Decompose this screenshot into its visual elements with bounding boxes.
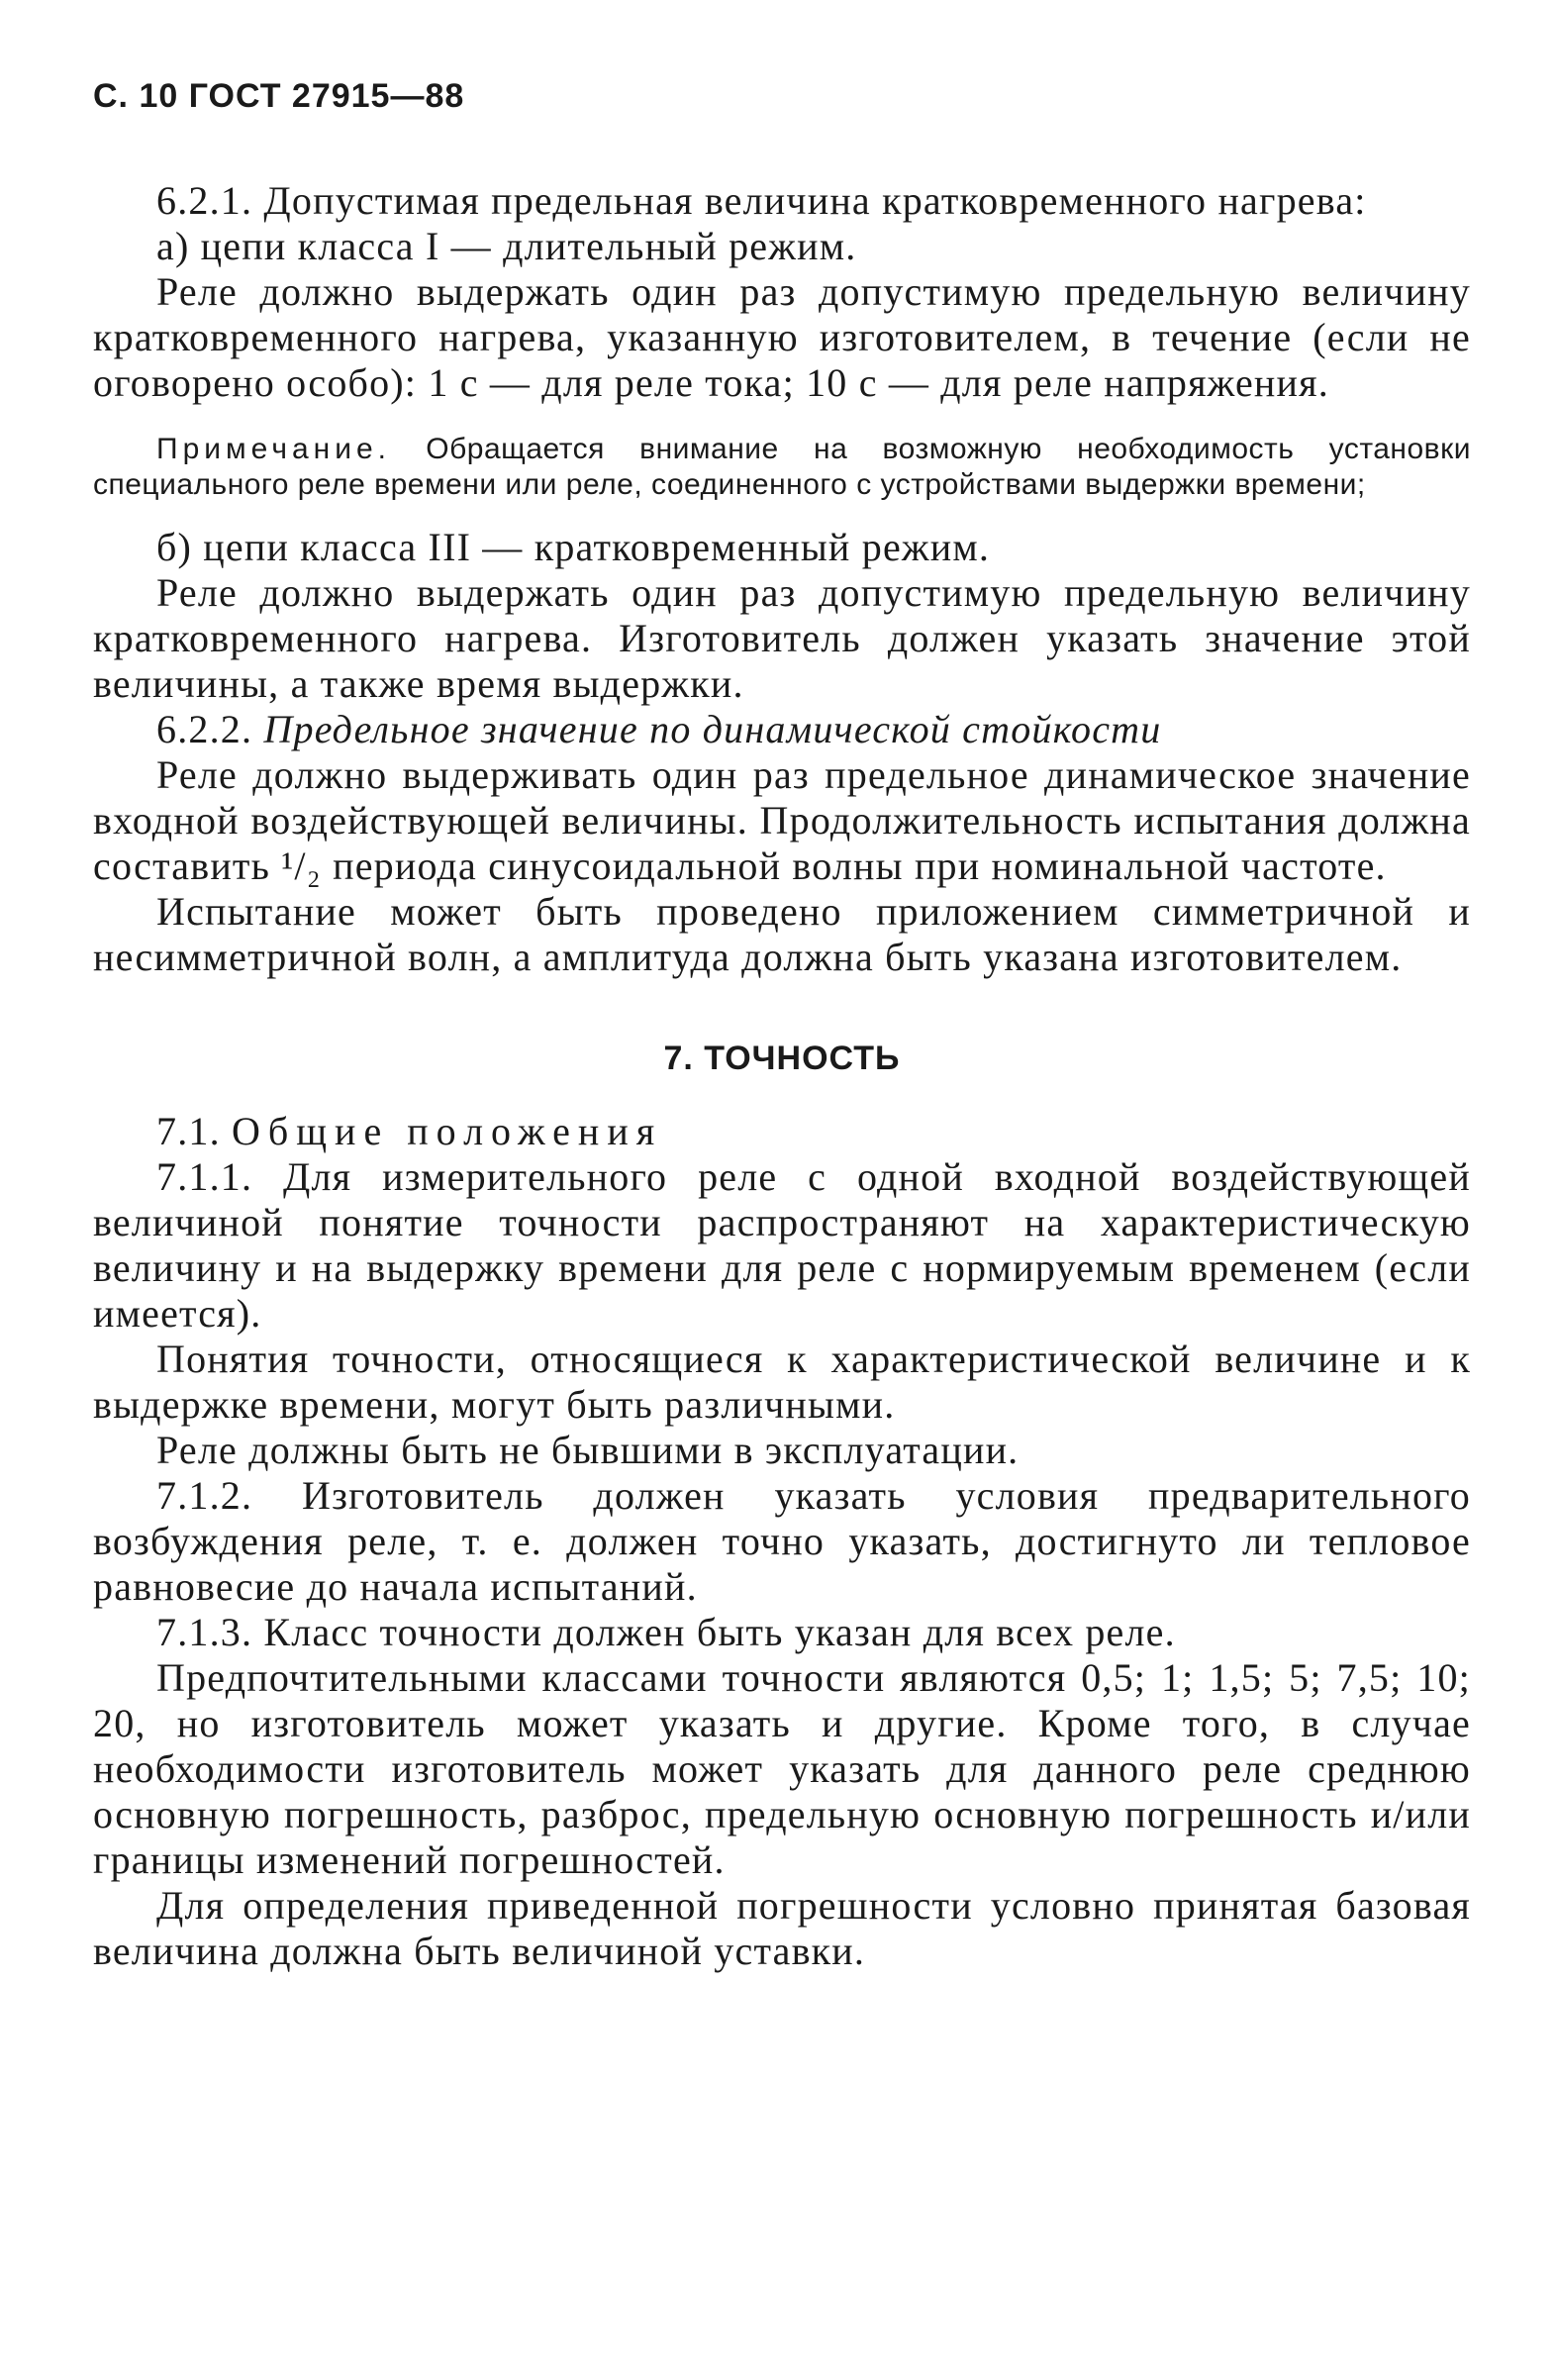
subsection-7-1-number: 7.1. <box>156 1109 221 1153</box>
paragraph-7-1-1-b: Понятия точности, относящиеся к характеристической величине и к выдержке времени, могут быть различными. <box>93 1337 1471 1427</box>
section-7-heading: 7. ТОЧНОСТЬ <box>663 1040 901 1077</box>
paragraph-6-2-2-text-2: Испытание может быть проведено приложением симметричной и несимметричной волн, а амплитуда должна быть указана изготовителем. <box>93 889 1471 979</box>
item-b: б) цепи класса III — кратковременный режим. <box>156 525 991 569</box>
item-a-text: Реле должно выдержать один раз допустимую предельную величину кратковременного нагрева, указанную изготовителем, в течение (если не оговорено особо): 1 с — для реле тока; 10 с — для реле напряжения. <box>93 269 1471 405</box>
note <box>93 432 1471 503</box>
paragraph-7-1-3-b: Предпочтительными классами точности являются 0,5; 1; 1,5; 5; 7,5; 10; 20, но изготовитель может указать и другие. Кроме того, в случае необходимости изготовитель может указать для данного реле среднюю основную погрешность, разброс, предельную основную погрешность и/или границы изменений погрешностей. <box>93 1655 1471 1882</box>
item-b-text: Реле должно выдержать один раз допустимую предельную величину кратковременного нагрева. Изготовитель должен указать значение этой величины, а также время выдержки. <box>93 570 1471 706</box>
paragraph-6-2-1: 6.2.1. Допустимая предельная величина кратковременного нагрева: <box>156 178 1367 223</box>
paragraph-7-1-1-c: Реле должны быть не бывшими в эксплуатации. <box>156 1428 1020 1472</box>
note-text: Обращается внимание на возможную необходимость установки специального реле времени или реле, соединенного с устройствами выдержки времени; <box>93 433 1471 501</box>
paragraph-6-2-2-text-1: Реле должно выдерживать один раз предельное динамическое значение входной воздействующей величины. Продолжительность испытания должна составить ¹/₂ периода синусоидальной волны при номинальной частоте. <box>93 752 1471 888</box>
note-label: Примечание. <box>156 433 391 465</box>
paragraph-7-1-3: 7.1.3. Класс точности должен быть указан для всех реле. <box>156 1610 1176 1654</box>
paragraph-7-1-2: 7.1.2. Изготовитель должен указать условия предварительного возбуждения реле, т. е. должен точно указать, достигнуто ли тепловое равновесие до начала испытаний. <box>93 1473 1471 1609</box>
paragraph-7-1-3-c: Для определения приведенной погрешности условно принятая базовая величина должна быть величиной уставки. <box>93 1883 1471 1973</box>
paragraph-6-2-2-title: Предельное значение по динамической стойкости <box>263 707 1162 751</box>
paragraph-6-2-2 <box>93 707 1471 752</box>
document-body <box>93 178 1471 1974</box>
subsection-7-1-title: Общие положения <box>232 1109 663 1153</box>
page-header: С. 10 ГОСТ 27915—88 <box>93 77 465 115</box>
item-a: а) цепи класса I — длительный режим. <box>156 224 857 268</box>
paragraph-6-2-2-number: 6.2.2. <box>156 707 253 751</box>
subsection-7-1 <box>93 1109 1471 1154</box>
paragraph-7-1-1: 7.1.1. Для измерительного реле с одной входной воздействующей величиной понятие точности распространяют на характеристическую величину и на выдержку времени для реле с нормируемым временем (если имеется). <box>93 1154 1471 1336</box>
